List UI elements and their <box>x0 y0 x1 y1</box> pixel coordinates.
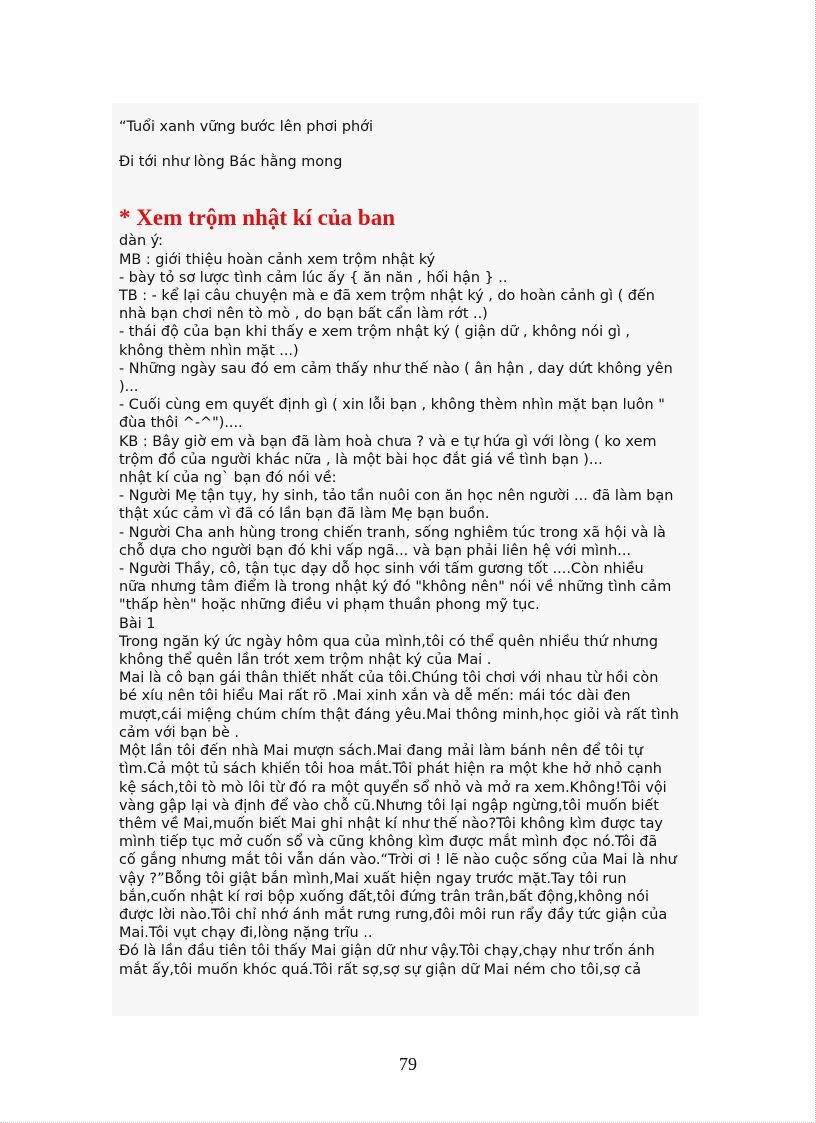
body-line: Bài 1 <box>119 615 156 632</box>
body-line: mắt ấy,tôi muốn khóc quá.Tôi rất sợ,sợ sự giận dữ Mai ném cho tôi,sợ cả <box>119 961 642 978</box>
body-line: Một lần tôi đến nhà Mai mượn sách.Mai đang mải làm bánh nên để tôi tự <box>119 743 643 760</box>
body-line: mình tiếp tục mở cuốn sổ và cũng không kìm được mắt mình đọc nó.Tôi đã <box>119 834 658 851</box>
body-line: Đó là lần đầu tiên tôi thấy Mai giận dữ như vậy.Tôi chạy,chạy như trốn ánh <box>119 943 655 960</box>
body-line: - Người Thầy, cô, tận tục dạy dỗ học sinh với tấm gương tốt ....Còn nhiều <box>119 561 644 578</box>
body-line: đùa thôi ^-^").... <box>119 415 243 432</box>
body-line: Trong ngăn ký ức ngày hôm qua của mình,tôi có thể quên nhiều thứ nhưng <box>119 633 658 650</box>
body-line: tìm.Cả một tủ sách khiến tôi hoa mắt.Tôi phát hiện ra một khe hở nhỏ cạnh <box>119 761 662 778</box>
body-line: )... <box>119 379 139 396</box>
body-line: nhà bạn chơi nên tò mò , do bạn bất cẩn làm rớt ..) <box>119 306 488 323</box>
section-title: * Xem trộm nhật kí của ban <box>119 205 396 231</box>
body-line: - Những ngày sau đó em cảm thấy như thế nào ( ân hận , day dứt không yên <box>119 360 673 377</box>
body-line: vàng gập lại và định để vào chỗ cũ.Nhưng tôi lại ngập ngừng,tôi muốn biết <box>119 797 659 814</box>
page-number: 79 <box>399 1054 417 1074</box>
body-line: thêm về Mai,muốn biết Mai ghi nhật kí như thế nào?Tôi không kìm được tay <box>119 815 663 832</box>
body-line: bắn,cuốn nhật kí rơi bộp xuống đất,tôi đứng trân trân,bất động,không nói <box>119 888 649 905</box>
body-line: thật xúc cảm vì đã có lần bạn đã làm Mẹ bạn buồn. <box>119 506 490 523</box>
body-line: không thèm nhìn mặt ...) <box>119 342 299 359</box>
body-line: nhật kí của ng` bạn đó nói về: <box>119 470 337 487</box>
body-line: kệ sách,tôi tò mò lôi từ đó ra một quyển sổ nhỏ và mở ra xem.Không!Tôi vội <box>119 779 667 796</box>
body-line: dàn ý: <box>119 233 163 250</box>
body-line: - Người Mẹ tận tụy, hy sinh, tảo tần nuôi con ăn học nên người ... đã làm bạn <box>119 488 674 505</box>
body-line: Mai là cô bạn gái thân thiết nhất của tôi.Chúng tôi chơi với nhau từ hồi còn <box>119 670 659 687</box>
body-line: bé xíu nên tôi hiểu Mai rất rõ .Mai xinh xắn và dễ mến: mái tóc dài đen <box>119 688 631 705</box>
body-line: - bày tỏ sơ lược tình cảm lúc ấy { ăn năn , hối hận } .. <box>119 269 508 286</box>
poem-line-1: “Tuổi xanh vững bước lên phơi phới <box>119 119 373 135</box>
body-line: cố gắng nhưng mắt tôi vẫn dán vào.“Trời ơi ! lẽ nào cuộc sống của Mai là như <box>119 852 677 869</box>
poem-line-2: Đi tới như lòng Bác hằng mong <box>119 154 343 171</box>
body-lines <box>119 232 699 978</box>
body-line: trộm đồ của người khác nữa , là một bài học đắt giá về tình bạn )... <box>119 451 603 468</box>
body-line: nữa nhưng tâm điểm là trong nhật ký đó "không nên" nói về những tình cảm <box>119 579 672 596</box>
body-line: KB : Bây giờ em và bạn đã làm hoà chưa ? và e tự hứa gì với lòng ( ko xem <box>119 433 657 450</box>
body-line: TB : - kể lại câu chuyện mà e đã xem trộm nhật ký , do hoàn cảnh gì ( đến <box>119 288 655 305</box>
body-line: - Cuối cùng em quyết định gì ( xin lỗi bạn , không thèm nhìn mặt bạn luôn " <box>119 397 665 414</box>
body-line: chỗ dựa cho người bạn đó khi vấp ngã... và bạn phải liên hệ với mình... <box>119 542 631 559</box>
body-line: Mai.Tôi vụt chạy đi,lòng nặng trĩu .. <box>119 925 373 942</box>
body-line: không thể quên lần trót xem trộm nhật ký của Mai . <box>119 652 492 669</box>
body-line: - Người Cha anh hùng trong chiến tranh, sống nghiêm túc trong xã hội và là <box>119 524 666 541</box>
body-line: vậy ?”Bỗng tôi giật bắn mình,Mai xuất hiện ngay trước mặt.Tay tôi run <box>119 870 627 887</box>
document-body <box>119 118 699 979</box>
body-line: cảm với bạn bè . <box>119 724 240 741</box>
body-line: - thái độ của bạn khi thấy e xem trộm nhật ký ( giận dữ , không nói gì , <box>119 324 630 341</box>
body-line: MB : giới thiệu hoàn cảnh xem trộm nhật ký <box>119 251 436 268</box>
body-line: "thấp hèn" hoặc những điều vi phạm thuần phong mỹ tục. <box>119 597 540 614</box>
body-line: mượt,cái miệng chúm chím thật đáng yêu.Mai thông minh,học giỏi và rất tình <box>119 706 679 723</box>
body-line: được lời nào.Tôi chỉ nhớ ánh mắt rưng rưng,đôi môi run rẩy đầy tức giận của <box>119 906 668 923</box>
